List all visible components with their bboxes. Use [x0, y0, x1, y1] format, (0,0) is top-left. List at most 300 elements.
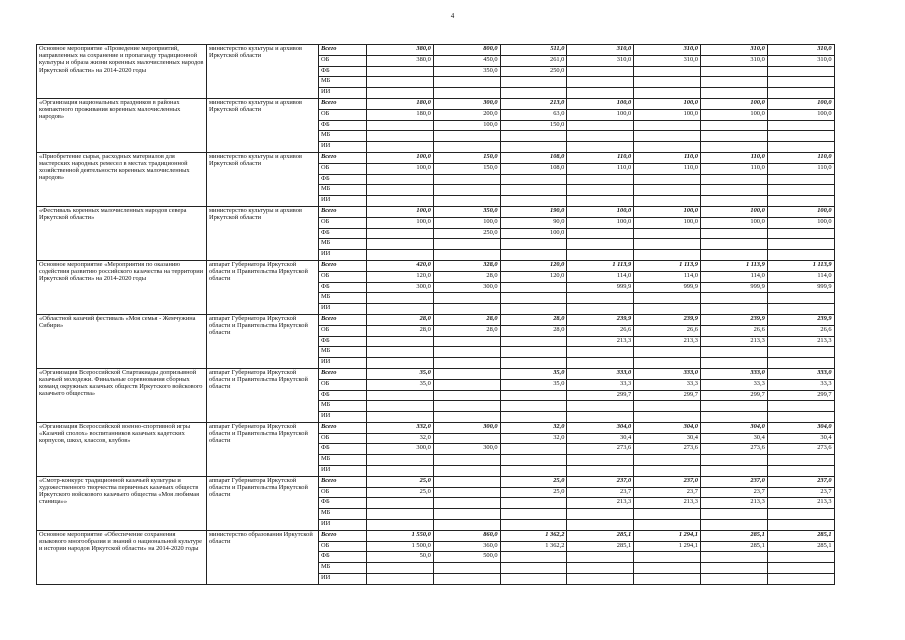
amount-cell — [500, 142, 567, 153]
amount-cell — [634, 196, 701, 207]
amount-cell — [700, 552, 767, 563]
table-row — [37, 476, 835, 487]
amount-cell: 1 113,9 — [700, 260, 767, 271]
amount-cell — [700, 185, 767, 196]
amount-cell: 304,0 — [767, 422, 834, 433]
amount-cell — [433, 412, 500, 423]
amount-cell — [700, 66, 767, 77]
amount-cell — [500, 88, 567, 99]
event-name-cell: «Организация национальных праздников в районах компактного проживания коренных малочисленных народов» — [37, 98, 207, 152]
page-number: 4 — [450, 12, 455, 20]
amount-cell — [433, 476, 500, 487]
amount-cell: 360,0 — [433, 541, 500, 552]
funding-source-cell: ИИ — [319, 412, 367, 423]
amount-cell — [767, 466, 834, 477]
amount-cell — [367, 120, 434, 131]
amount-cell: 120,0 — [367, 271, 434, 282]
amount-cell — [500, 196, 567, 207]
amount-cell — [367, 455, 434, 466]
funding-source-cell: Всего — [319, 476, 367, 487]
amount-cell: 860,0 — [433, 530, 500, 541]
amount-cell: 150,0 — [500, 120, 567, 131]
amount-cell: 999,9 — [567, 282, 634, 293]
funding-source-cell: МБ — [319, 185, 367, 196]
amount-cell — [767, 304, 834, 315]
amount-cell: 35,0 — [500, 368, 567, 379]
funding-source-cell: ИИ — [319, 304, 367, 315]
funding-source-cell: ИИ — [319, 88, 367, 99]
amount-cell: 100,0 — [767, 109, 834, 120]
amount-cell: 100,0 — [634, 206, 701, 217]
amount-cell — [500, 520, 567, 531]
amount-cell — [567, 196, 634, 207]
funding-source-cell: Всего — [319, 206, 367, 217]
amount-cell — [500, 336, 567, 347]
amount-cell — [634, 293, 701, 304]
amount-cell — [367, 574, 434, 585]
amount-cell: 380,0 — [367, 45, 434, 56]
amount-cell: 310,0 — [567, 55, 634, 66]
amount-cell: 110,0 — [700, 152, 767, 163]
executor-cell: аппарат Губернатора Иркутской области и Правительства Иркутской области — [207, 476, 319, 530]
amount-cell: 50,0 — [367, 552, 434, 563]
amount-cell — [367, 239, 434, 250]
event-name-cell: «Фестиваль коренных малочисленных народов севера Иркутской области» — [37, 206, 207, 260]
amount-cell: 350,0 — [433, 66, 500, 77]
funding-source-cell: ИИ — [319, 358, 367, 369]
amount-cell — [500, 282, 567, 293]
amount-cell: 285,1 — [700, 530, 767, 541]
amount-cell — [634, 250, 701, 261]
amount-cell: 100,0 — [567, 109, 634, 120]
table-row — [37, 98, 835, 109]
amount-cell: 999,9 — [700, 282, 767, 293]
amount-cell: 285,1 — [767, 541, 834, 552]
amount-cell — [500, 358, 567, 369]
amount-cell: 100,0 — [767, 217, 834, 228]
amount-cell: 33,3 — [767, 379, 834, 390]
amount-cell — [367, 563, 434, 574]
funding-source-cell: ОБ — [319, 487, 367, 498]
funding-source-cell: ФБ — [319, 66, 367, 77]
amount-cell — [634, 304, 701, 315]
funding-source-cell: ФБ — [319, 390, 367, 401]
funding-source-cell: ИИ — [319, 250, 367, 261]
amount-cell — [634, 77, 701, 88]
amount-cell — [433, 520, 500, 531]
amount-cell: 100,0 — [567, 206, 634, 217]
amount-cell — [634, 563, 701, 574]
amount-cell — [433, 358, 500, 369]
amount-cell — [700, 228, 767, 239]
amount-cell: 28,0 — [367, 314, 434, 325]
funding-source-cell: ОБ — [319, 163, 367, 174]
amount-cell — [433, 88, 500, 99]
amount-cell: 213,3 — [700, 336, 767, 347]
table-row — [37, 422, 835, 433]
amount-cell: 114,0 — [567, 271, 634, 282]
amount-cell — [500, 574, 567, 585]
amount-cell — [500, 185, 567, 196]
amount-cell: 114,0 — [767, 271, 834, 282]
amount-cell — [567, 401, 634, 412]
amount-cell — [767, 412, 834, 423]
amount-cell — [367, 88, 434, 99]
amount-cell — [367, 401, 434, 412]
funding-source-cell: ОБ — [319, 379, 367, 390]
budget-table — [36, 44, 835, 585]
amount-cell: 213,3 — [567, 336, 634, 347]
amount-cell: 26,6 — [567, 325, 634, 336]
amount-cell — [634, 347, 701, 358]
funding-source-cell: МБ — [319, 131, 367, 142]
table-row — [37, 530, 835, 541]
amount-cell — [767, 228, 834, 239]
amount-cell — [500, 347, 567, 358]
event-name-cell: Основное мероприятие «Проведение мероприятий, направленных на сохранение и пропаганду традиционной культуры и образа жизни коренных малочисленных народов Иркутской области» на 2014-2020 годы — [37, 45, 207, 99]
amount-cell — [567, 358, 634, 369]
amount-cell — [500, 77, 567, 88]
amount-cell — [634, 466, 701, 477]
funding-source-cell: ОБ — [319, 325, 367, 336]
funding-source-cell: МБ — [319, 455, 367, 466]
amount-cell: 213,0 — [500, 98, 567, 109]
amount-cell — [500, 390, 567, 401]
amount-cell: 25,0 — [367, 476, 434, 487]
amount-cell: 28,0 — [367, 325, 434, 336]
amount-cell: 333,0 — [700, 368, 767, 379]
amount-cell: 100,0 — [433, 217, 500, 228]
amount-cell: 90,0 — [500, 217, 567, 228]
amount-cell: 33,3 — [567, 379, 634, 390]
amount-cell: 23,7 — [567, 487, 634, 498]
amount-cell: 35,0 — [500, 379, 567, 390]
amount-cell: 28,0 — [433, 314, 500, 325]
amount-cell: 310,0 — [700, 45, 767, 56]
amount-cell — [433, 563, 500, 574]
event-name-cell: Основное мероприятие «Обеспечение сохранения языкового многообразия и знаний о национальной культуре и истории народов Иркутской области» на 2014-2020 годы — [37, 530, 207, 584]
funding-source-cell: ФБ — [319, 336, 367, 347]
amount-cell — [700, 358, 767, 369]
amount-cell — [700, 196, 767, 207]
amount-cell: 333,0 — [567, 368, 634, 379]
amount-cell: 250,0 — [500, 66, 567, 77]
amount-cell: 100,0 — [634, 98, 701, 109]
amount-cell — [767, 293, 834, 304]
amount-cell: 299,7 — [700, 390, 767, 401]
amount-cell: 110,0 — [567, 152, 634, 163]
amount-cell: 35,0 — [367, 368, 434, 379]
funding-source-cell: Всего — [319, 368, 367, 379]
amount-cell — [634, 185, 701, 196]
amount-cell: 213,3 — [767, 336, 834, 347]
amount-cell: 100,0 — [567, 98, 634, 109]
amount-cell: 239,9 — [567, 314, 634, 325]
amount-cell: 332,0 — [367, 422, 434, 433]
funding-source-cell: Всего — [319, 98, 367, 109]
amount-cell — [567, 412, 634, 423]
amount-cell: 300,0 — [433, 444, 500, 455]
amount-cell — [433, 174, 500, 185]
amount-cell — [634, 66, 701, 77]
amount-cell: 26,6 — [634, 325, 701, 336]
amount-cell — [567, 185, 634, 196]
amount-cell — [367, 77, 434, 88]
amount-cell — [567, 228, 634, 239]
amount-cell — [634, 228, 701, 239]
amount-cell — [500, 455, 567, 466]
amount-cell — [367, 174, 434, 185]
amount-cell: 100,0 — [567, 217, 634, 228]
amount-cell — [500, 293, 567, 304]
amount-cell — [700, 250, 767, 261]
amount-cell — [367, 293, 434, 304]
amount-cell: 110,0 — [767, 152, 834, 163]
amount-cell — [634, 552, 701, 563]
executor-cell: аппарат Губернатора Иркутской области и Правительства Иркутской области — [207, 422, 319, 476]
funding-source-cell: ИИ — [319, 142, 367, 153]
amount-cell — [634, 239, 701, 250]
amount-cell: 110,0 — [767, 163, 834, 174]
funding-source-cell: ФБ — [319, 498, 367, 509]
amount-cell — [567, 239, 634, 250]
amount-cell — [367, 347, 434, 358]
amount-cell — [433, 185, 500, 196]
amount-cell: 30,4 — [767, 433, 834, 444]
funding-source-cell: Всего — [319, 45, 367, 56]
amount-cell: 380,0 — [367, 55, 434, 66]
funding-source-cell: ОБ — [319, 109, 367, 120]
amount-cell — [367, 250, 434, 261]
amount-cell: 237,0 — [700, 476, 767, 487]
amount-cell: 100,0 — [767, 98, 834, 109]
amount-cell — [500, 509, 567, 520]
amount-cell — [433, 498, 500, 509]
amount-cell: 273,6 — [700, 444, 767, 455]
amount-cell: 1 362,2 — [500, 530, 567, 541]
amount-cell: 28,0 — [433, 271, 500, 282]
amount-cell — [367, 185, 434, 196]
amount-cell — [767, 250, 834, 261]
amount-cell: 213,3 — [634, 498, 701, 509]
amount-cell — [700, 120, 767, 131]
amount-cell: 150,0 — [433, 163, 500, 174]
amount-cell — [367, 412, 434, 423]
amount-cell — [433, 77, 500, 88]
amount-cell: 239,9 — [767, 314, 834, 325]
amount-cell: 114,0 — [634, 271, 701, 282]
funding-source-cell: ФБ — [319, 174, 367, 185]
funding-source-cell: ОБ — [319, 433, 367, 444]
amount-cell: 273,6 — [767, 444, 834, 455]
amount-cell — [634, 120, 701, 131]
amount-cell — [500, 466, 567, 477]
amount-cell — [700, 293, 767, 304]
amount-cell — [700, 142, 767, 153]
funding-source-cell: ФБ — [319, 552, 367, 563]
amount-cell — [433, 304, 500, 315]
amount-cell — [767, 552, 834, 563]
amount-cell — [767, 142, 834, 153]
amount-cell: 100,0 — [700, 109, 767, 120]
amount-cell — [567, 142, 634, 153]
executor-cell: министерство культуры и архивов Иркутской области — [207, 98, 319, 152]
amount-cell — [700, 88, 767, 99]
amount-cell — [367, 142, 434, 153]
amount-cell: 285,1 — [567, 541, 634, 552]
executor-cell: аппарат Губернатора Иркутской области и Правительства Иркутской области — [207, 368, 319, 422]
amount-cell: 299,7 — [567, 390, 634, 401]
amount-cell — [433, 293, 500, 304]
amount-cell — [634, 412, 701, 423]
amount-cell: 100,0 — [767, 206, 834, 217]
amount-cell — [567, 66, 634, 77]
amount-cell — [767, 196, 834, 207]
amount-cell: 26,6 — [700, 325, 767, 336]
amount-cell: 420,0 — [367, 260, 434, 271]
amount-cell: 285,1 — [700, 541, 767, 552]
amount-cell — [433, 433, 500, 444]
amount-cell: 261,0 — [500, 55, 567, 66]
amount-cell — [767, 66, 834, 77]
amount-cell — [433, 368, 500, 379]
amount-cell — [767, 88, 834, 99]
amount-cell: 213,3 — [700, 498, 767, 509]
amount-cell — [367, 336, 434, 347]
executor-cell: аппарат Губернатора Иркутской области и Правительства Иркутской области — [207, 260, 319, 314]
amount-cell — [367, 304, 434, 315]
amount-cell: 300,0 — [433, 98, 500, 109]
amount-cell: 200,0 — [433, 109, 500, 120]
amount-cell: 304,0 — [634, 422, 701, 433]
amount-cell — [500, 304, 567, 315]
funding-source-cell: МБ — [319, 401, 367, 412]
amount-cell: 32,0 — [500, 422, 567, 433]
amount-cell — [634, 174, 701, 185]
amount-cell: 511,0 — [500, 45, 567, 56]
table-row — [37, 368, 835, 379]
amount-cell: 100,0 — [500, 228, 567, 239]
amount-cell: 180,0 — [367, 109, 434, 120]
funding-source-cell: ИИ — [319, 196, 367, 207]
amount-cell: 800,0 — [433, 45, 500, 56]
amount-cell — [567, 455, 634, 466]
amount-cell: 1 550,0 — [367, 530, 434, 541]
amount-cell: 190,0 — [500, 206, 567, 217]
amount-cell: 304,0 — [567, 422, 634, 433]
executor-cell: министерство культуры и архивов Иркутской области — [207, 206, 319, 260]
amount-cell — [700, 347, 767, 358]
amount-cell: 110,0 — [700, 163, 767, 174]
amount-cell: 1 362,2 — [500, 541, 567, 552]
amount-cell — [567, 466, 634, 477]
amount-cell: 30,4 — [700, 433, 767, 444]
amount-cell — [567, 509, 634, 520]
amount-cell: 114,0 — [700, 271, 767, 282]
funding-source-cell: ИИ — [319, 520, 367, 531]
amount-cell — [567, 88, 634, 99]
amount-cell — [433, 131, 500, 142]
amount-cell: 30,4 — [567, 433, 634, 444]
amount-cell: 28,0 — [500, 314, 567, 325]
amount-cell — [767, 347, 834, 358]
amount-cell — [433, 487, 500, 498]
amount-cell: 100,0 — [367, 217, 434, 228]
amount-cell — [700, 574, 767, 585]
table-row — [37, 314, 835, 325]
amount-cell: 1 500,0 — [367, 541, 434, 552]
amount-cell: 28,0 — [433, 325, 500, 336]
amount-cell — [700, 563, 767, 574]
amount-cell — [700, 401, 767, 412]
funding-source-cell: ФБ — [319, 228, 367, 239]
amount-cell: 35,0 — [367, 379, 434, 390]
amount-cell: 304,0 — [700, 422, 767, 433]
amount-cell — [700, 239, 767, 250]
funding-source-cell: ИИ — [319, 466, 367, 477]
amount-cell: 63,0 — [500, 109, 567, 120]
amount-cell: 273,6 — [634, 444, 701, 455]
event-name-cell: «Организация Всероссийской Спартакиады допризывной казачьей молодежи. Финальные соревнования сборных команд окружных казачьих обществ Иркутского войскового казачьего общества» — [37, 368, 207, 422]
funding-source-cell: МБ — [319, 293, 367, 304]
amount-cell — [567, 174, 634, 185]
amount-cell: 1 113,9 — [767, 260, 834, 271]
amount-cell — [767, 131, 834, 142]
amount-cell — [433, 401, 500, 412]
amount-cell — [700, 131, 767, 142]
amount-cell: 25,0 — [367, 487, 434, 498]
amount-cell — [567, 250, 634, 261]
funding-source-cell: ОБ — [319, 55, 367, 66]
event-name-cell: Основное мероприятие «Мероприятия по оказанию содействия развитию российского казачества на территории Иркутской области» на 2014-2020 годы — [37, 260, 207, 314]
amount-cell: 328,0 — [433, 260, 500, 271]
amount-cell: 110,0 — [634, 163, 701, 174]
amount-cell: 26,6 — [767, 325, 834, 336]
amount-cell — [700, 509, 767, 520]
amount-cell — [700, 304, 767, 315]
amount-cell — [767, 574, 834, 585]
amount-cell: 100,0 — [367, 206, 434, 217]
amount-cell — [367, 131, 434, 142]
funding-source-cell: МБ — [319, 347, 367, 358]
amount-cell: 100,0 — [634, 109, 701, 120]
amount-cell — [367, 228, 434, 239]
funding-source-cell: МБ — [319, 563, 367, 574]
funding-source-cell: МБ — [319, 239, 367, 250]
amount-cell — [367, 66, 434, 77]
amount-cell: 100,0 — [700, 206, 767, 217]
amount-cell — [634, 520, 701, 531]
amount-cell — [700, 455, 767, 466]
amount-cell — [767, 509, 834, 520]
amount-cell: 299,7 — [634, 390, 701, 401]
amount-cell: 300,0 — [367, 444, 434, 455]
amount-cell — [767, 563, 834, 574]
amount-cell — [500, 174, 567, 185]
amount-cell: 999,9 — [634, 282, 701, 293]
amount-cell — [433, 336, 500, 347]
amount-cell — [433, 347, 500, 358]
funding-source-cell: Всего — [319, 530, 367, 541]
amount-cell: 1 113,9 — [634, 260, 701, 271]
amount-cell — [500, 250, 567, 261]
funding-source-cell: Всего — [319, 314, 367, 325]
amount-cell — [567, 120, 634, 131]
amount-cell: 300,0 — [367, 282, 434, 293]
amount-cell: 310,0 — [634, 55, 701, 66]
amount-cell: 23,7 — [767, 487, 834, 498]
executor-cell: министерство культуры и архивов Иркутской области — [207, 45, 319, 99]
